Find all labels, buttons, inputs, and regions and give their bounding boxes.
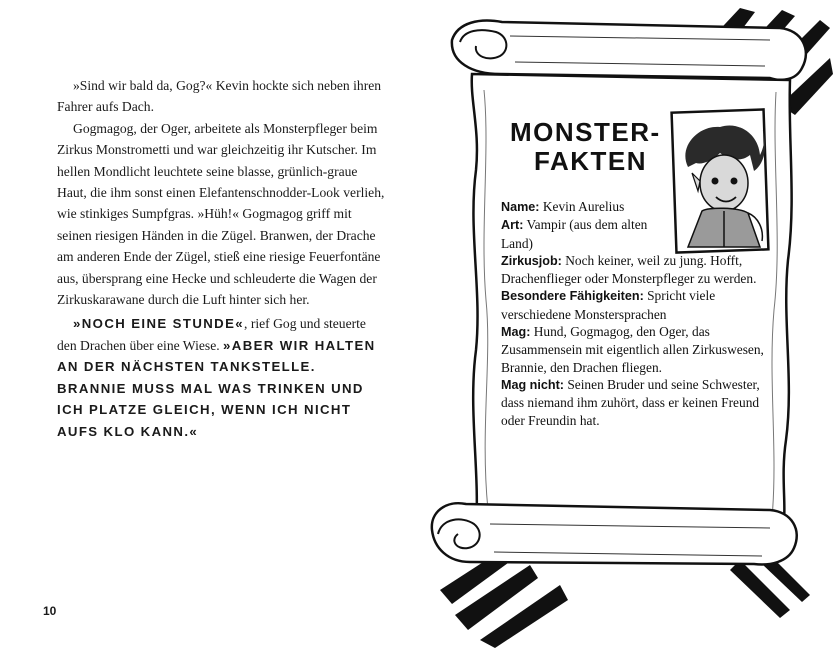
left-page <box>0 0 410 648</box>
story-text <box>57 75 387 442</box>
fact-value: Vampir (aus dem alten Land) <box>501 217 648 251</box>
fact-label: Mag: <box>501 325 531 340</box>
right-page <box>410 0 833 648</box>
paragraph-1: »Sind wir bald da, Gog?« Kevin hockte sich neben ihren Fahrer aufs Dach. <box>57 78 382 115</box>
shout-text-1: »NOCH EINE STUNDE« <box>73 316 245 332</box>
paragraph-3 <box>57 313 387 441</box>
card-title <box>510 118 661 176</box>
fact-name <box>501 198 666 216</box>
fact-art <box>501 216 666 252</box>
fact-value: Spricht viele verschiedene Monstersprachen <box>501 288 716 322</box>
fact-label: Mag nicht: <box>501 377 564 392</box>
fact-label: Zirkusjob: <box>501 253 562 268</box>
fact-label: Art: <box>501 218 524 233</box>
fact-label: Name: <box>501 200 540 214</box>
fact-value: Noch keiner, weil zu jung. Hofft, Drachenflieger oder Monsterpfleger zu werden. <box>501 252 757 287</box>
card-title-line-2: FAKTEN <box>534 146 647 176</box>
fact-value: Seinen Bruder und seine Schwester, dass niemand ihm zuhört, dass er keinen Freund oder Freundin hat. <box>501 376 760 428</box>
page-number: 10 <box>43 604 57 618</box>
paragraph-2: Gogmagog, der Oger, arbeitete als Monsterpfleger beim Zirkus Monstrometti und war gleichzeitig ihr Kutscher. Im hellen Mondlicht leuchtete seine blasse, grünlich-graue Haut, die ihm sonst einen Elefantenschnodder-Look verlieh, wie stinkiges Sumpfgras. »Hüh!« Gogmagog griff mit seinen riesigen Händen in die Zügel. Branwen, der Drache am anderen Ende der Zügel, stieß eine riesige Feuerfontäne aus, übersprang eine Hecke und schleuderte die Wagen der Zirkuskarawane durch die Luft hinter sich her. <box>57 120 385 308</box>
fact-zirkusjob <box>501 252 786 288</box>
fact-value: Hund, Gogmagog, den Oger, das Zusammensein mit eigentlich allen Zirkuswesen, Brannie, den Drachen fliegen. <box>501 324 764 375</box>
narration-text: , rief Gog und steuerte den Drachen über eine Wiese. <box>57 316 366 353</box>
fact-faehigkeiten <box>501 287 786 323</box>
facts-list <box>501 198 786 429</box>
shout-text-2: »ABER WIR HALTEN AN DER NÄCHSTEN TANKSTELLE. BRANNIE MUSS MAL WAS TRINKEN UND ICH PLATZE GLEICH, WENN ICH NICHT AUFS KLO KANN.« <box>57 337 376 439</box>
fact-mag-nicht <box>501 376 786 429</box>
fact-mag <box>501 323 786 376</box>
fact-value: Kevin Aurelius <box>539 199 625 214</box>
card-title-line-1: MONSTER- <box>510 117 661 147</box>
fact-label: Besondere Fähigkeiten: <box>501 289 644 304</box>
